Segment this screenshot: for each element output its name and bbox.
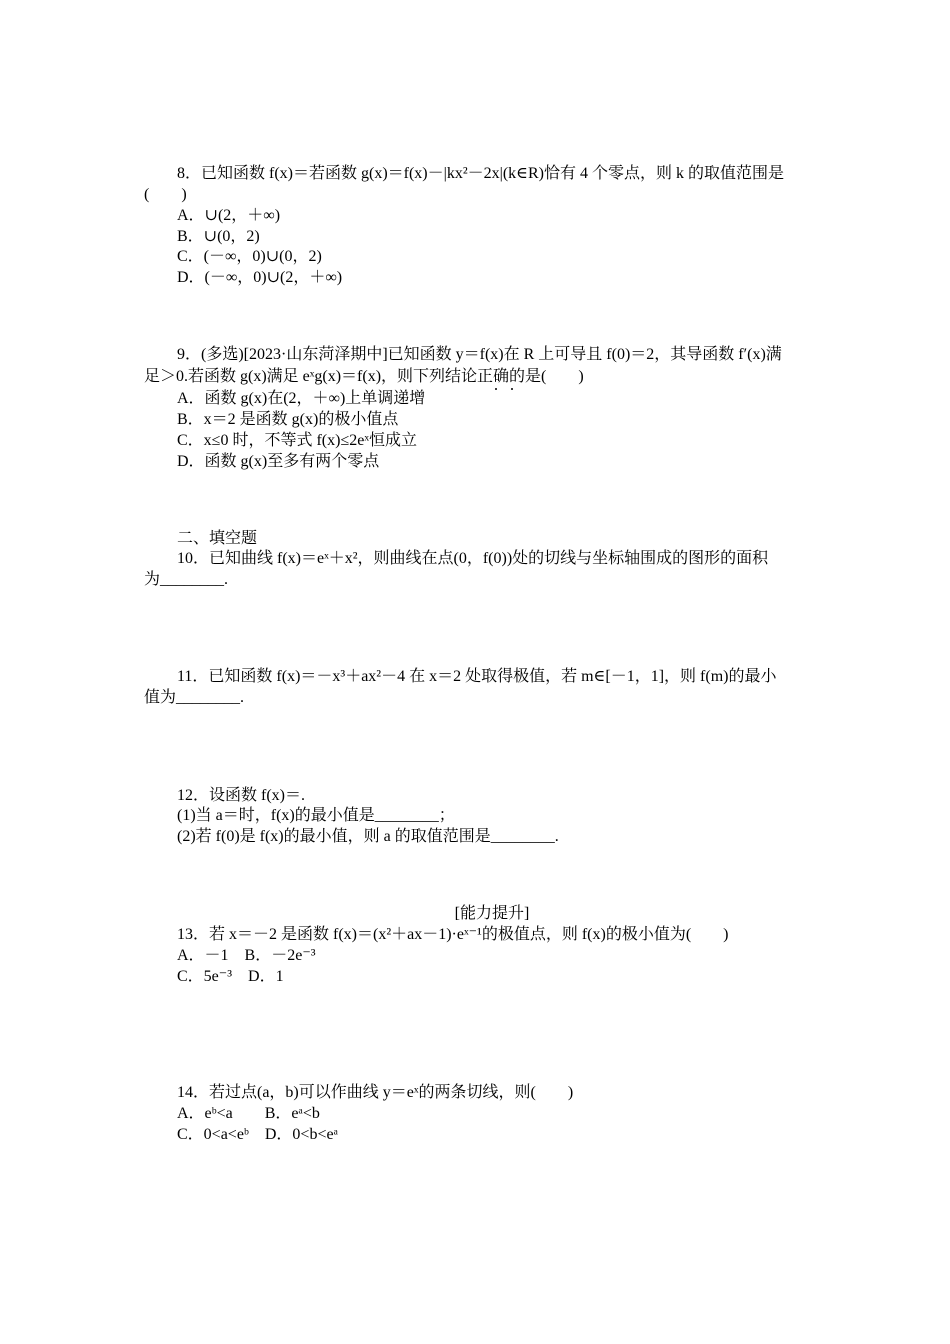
q8-option-a: A．∪(2，＋∞) xyxy=(177,207,281,224)
q11-stem-line2: 值为________. xyxy=(144,689,245,706)
q14-stem: 14．若过点(a，b)可以作曲线 y＝eˣ的两条切线，则( ) xyxy=(177,1084,574,1101)
q12-part1: (1)当 a＝时，f(x)的最小值是________； xyxy=(177,807,455,824)
q9-stem-line2: 足＞0.若函数 g(x)满足 eˣg(x)＝f(x)，则下列结论正确的是( ) xyxy=(144,368,584,385)
q12-part2: (2)若 f(0)是 f(x)的最小值，则 a 的取值范围是________. xyxy=(177,828,559,845)
q10-stem-line1: 10．已知曲线 f(x)＝eˣ＋x²，则曲线在点(0，f(0))处的切线与坐标轴围成的图形的面积 xyxy=(177,550,769,567)
q13-stem: 13．若 x＝－2 是函数 f(x)＝(x²＋ax－1)·eˣ⁻¹的极值点，则 f(x)的极小值为( ) xyxy=(177,926,729,943)
q9-option-a: A．函数 g(x)在(2，＋∞)上单调递增 xyxy=(177,390,426,407)
q8-option-d: D．(－∞，0)∪(2，＋∞) xyxy=(177,269,343,286)
emphasis-dot xyxy=(495,388,497,390)
q9-option-c: C．x≤0 时，不等式 f(x)≤2eˣ恒成立 xyxy=(177,432,417,449)
q8-option-c: C．(－∞，0)∪(0，2) xyxy=(177,248,322,265)
q9-option-b: B．x＝2 是函数 g(x)的极小值点 xyxy=(177,411,399,428)
section-heading: 二、填空题 xyxy=(177,530,258,547)
q13-options-cd: C．5e⁻³ D．1 xyxy=(177,968,284,985)
q8-stem-line2: ( ) xyxy=(144,186,187,203)
q9-option-d: D．函数 g(x)至多有两个零点 xyxy=(177,453,380,470)
q10-stem-line2: 为________. xyxy=(144,571,229,588)
q9-stem-line1: 9．(多选)[2023·山东菏泽期中]已知函数 y＝f(x)在 R 上可导且 f(0)＝2，其导函数 f′(x)满 xyxy=(177,346,782,363)
q12-stem: 12．设函数 f(x)＝. xyxy=(177,787,305,804)
emphasis-dot xyxy=(511,388,513,390)
q8-stem-line1: 8．已知函数 f(x)＝若函数 g(x)＝f(x)－|kx²－2x|(k∈R)恰有 4 个零点，则 k 的取值范围是 xyxy=(177,165,785,182)
q14-options-cd: C．0<a<eᵇ D．0<b<eᵃ xyxy=(177,1126,338,1143)
q13-options-ab: A．－1 B．－2e⁻³ xyxy=(177,947,316,964)
q14-options-ab: A．eᵇ<a B．eᵃ<b xyxy=(177,1105,320,1122)
ability-heading: [能力提升] xyxy=(454,905,530,922)
q11-stem-line1: 11．已知函数 f(x)＝－x³＋ax²－4 在 x＝2 处取得极值，若 m∈[－1，1]，则 f(m)的最小 xyxy=(177,668,777,685)
q8-option-b: B．∪(0，2) xyxy=(177,228,260,245)
